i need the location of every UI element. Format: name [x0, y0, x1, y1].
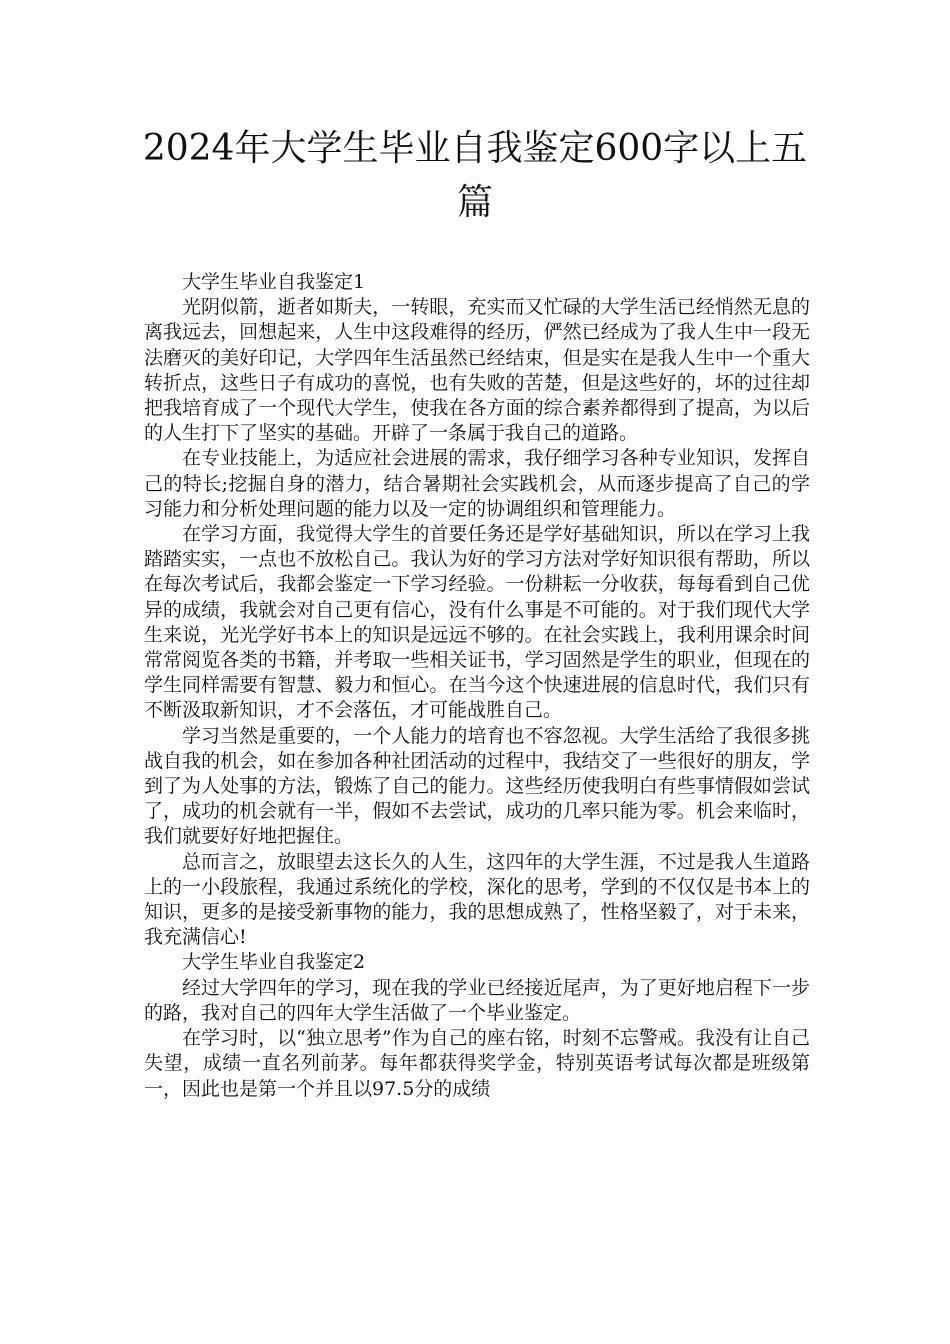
- document-body: [144, 270, 810, 1102]
- body-paragraph: 学习当然是重要的，一个人能力的培育也不容忽视。大学生活给了我很多挑战自我的机会，如在参加各种社团活动的过程中，我结交了一些很好的朋友，学到了为人处事的方法，锻炼了自己的能力。这些经历使我明白有些事情假如尝试了，成功的机会就有一半，假如不去尝试，成功的几率只能为零。机会来临时，我们就要好好地把握住。: [144, 724, 810, 848]
- body-paragraph: 在专业技能上，为适应社会进展的需求，我仔细学习各种专业知识，发挥自己的特长;挖掘自身的潜力，结合暑期社会实践机会，从而逐步提高了自己的学习能力和分析处理问题的能力以及一定的协调组织和管理能力。: [144, 447, 810, 520]
- section-heading-2: 大学生毕业自我鉴定2: [182, 951, 366, 974]
- body-paragraph: 在学习方面，我觉得大学生的首要任务还是学好基础知识，所以在学习上我踏踏实实，一点也不放松自己。我认为好的学习方法对学好知识很有帮助，所以在每次考试后，我都会鉴定一下学习经验。一份耕耘一分收获，每每看到自己优异的成绩，我就会对自己更有信心，没有什么事是不可能的。对于我们现代大学生来说，光光学好书本上的知识是远远不够的。在社会实践上，我利用课余时间常常阅览各类的书籍，并考取一些相关证书，学习固然是学生的职业，但现在的学生同样需要有智慧、毅力和恒心。在当今这个快速进展的信息时代，我们只有不断汲取新知识，才不会落伍，才可能战胜自己。: [144, 523, 810, 722]
- body-paragraph: 光阴似箭，逝者如斯夫，一转眼，充实而又忙碌的大学生活已经悄然无息的离我远去，回想起来，人生中这段难得的经历，俨然已经成为了我人生中一段无法磨灭的美好印记，大学四年生活虽然已经结束，但是实在是我人生中一个重大转折点，这些日子有成功的喜悦，也有失败的苦楚，但是这些好的，坏的过往却把我培育成了一个现代大学生，使我在各方面的综合素养都得到了提高，为以后的人生打下了坚实的基础。开辟了一条属于我自己的道路。: [144, 296, 810, 445]
- body-paragraph: 在学习时，以“独立思考”作为自己的座右铭，时刻不忘警戒。我没有让自己失望，成绩一直名列前茅。每年都获得奖学金，特别英语考试每次都是班级第一，因此也是第一个并且以97.5分的成绩: [144, 1027, 810, 1100]
- section-heading-1: 大学生毕业自我鉴定1: [182, 271, 366, 293]
- body-paragraph: 经过大学四年的学习，现在我的学业已经接近尾声，为了更好地启程下一步的路，我对自己的四年大学生活做了一个毕业鉴定。: [144, 976, 810, 1024]
- body-paragraph: 总而言之，放眼望去这长久的人生，这四年的大学生涯，不过是我人生道路上的一小段旅程，我通过系统化的学校，深化的思考，学到的不仅仅是书本上的知识，更多的是接受新事物的能力，我的思想成熟了，性格坚毅了，对于未来，我充满信心!: [144, 850, 810, 949]
- document-title: 2024年大学生毕业自我鉴定600字以上五篇: [142, 128, 808, 223]
